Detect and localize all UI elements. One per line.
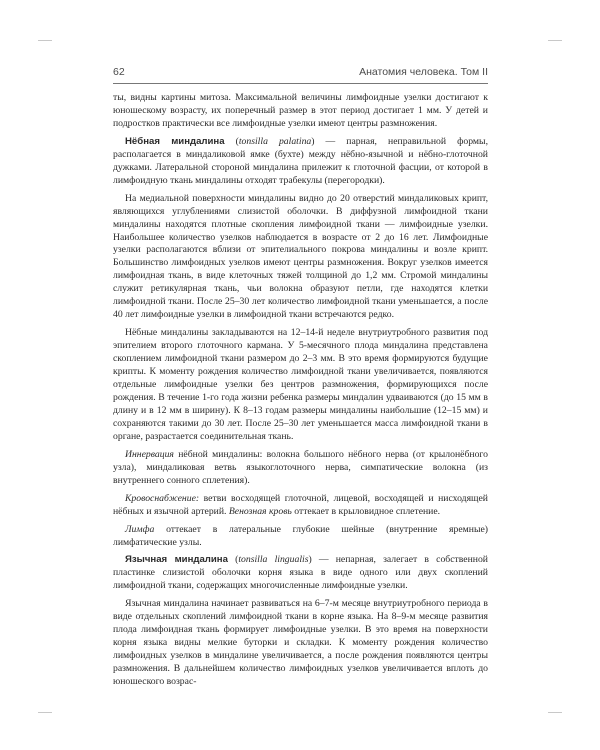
lead-term: Лимфа — [125, 523, 155, 535]
paragraph: На медиальной поверхности миндалины видно до 20 отверстий миндаликовых крипт, являющихся углублениями слизистой оболочки. В диффузной лимфоидной ткани миндалины находятся плотные скопления лимфоидной ткани — лимфоидные узелки. Наибольшее количество узелков наблюдается в возрасте от 2 до 16 лет. Лимфоидные узелки располагаются вблизи от эпителиального покрова миндалины и возле крипт. Большинство лимфоидных узелков имеют центры размножения. Вокруг узелков имеется лимфоидная ткань, в виде клеточных тяжей толщиной до 1,2 мм. Стромой миндалины служит ретикулярная ткань, чьи волокна образуют петли, где находятся клетки лимфоидной ткани. После 25–30 лет количество лимфоидной ткани уменьшается, а после 40 лет лимфоидные узелки в лимфоидной ткани встречаются редко. — [113, 192, 488, 321]
paragraph: Кровоснабжение: ветви восходящей глоточной, лицевой, восходящей и нисходящей нёбных и язычной артерий. Венозная кровь оттекает в крыловидное сплетение. — [113, 492, 488, 517]
paragraph: Язычная миндалина (tonsilla lingualis) — непарная, залегает в собственной пластинке слизистой оболочки корня языка в виде одного или двух скоплений лимфоидной ткани, содержащих многочисленные лимфоидные узелки. — [113, 554, 488, 592]
crop-mark — [38, 712, 52, 713]
paragraph: Нёбные миндалины закладываются на 12–14-й неделе внутриутробного развития под эпителием второго глоточного кармана. У 5-месячного плода миндалина представлена скоплением лимфоидной ткани размером до 2–3 мм. В это время формируются будущие крипты. К моменту рождения количество лимфоидной ткани увеличивается, появляются отдельные лимфоидные узелки без центров размножения, формирующихся после рождения. В течение 1-го года жизни ребенка размеры миндалин удваиваются (до 15 мм в длину и в 12 мм в ширину). К 8–13 годам размеры миндалины наибольшие (12–15 мм) и сохраняются такими до 30 лет. После 25–30 лет уменьшается масса лимфоидной ткани в органе, разрастается соединительная ткань. — [113, 327, 488, 442]
latin-term: tonsilla palatina — [238, 135, 312, 147]
latin-term: tonsilla lingualis — [238, 554, 309, 566]
body-text — [113, 92, 488, 694]
lead-term: Иннервация — [125, 448, 174, 460]
crop-mark — [548, 712, 562, 713]
paragraph: Нёбная миндалина (tonsilla palatina) — парная, неправильной формы, располагается в миндаликовой ямке (бухте) между нёбно-язычной и нёбно-глоточной дужками. Латеральной стороной миндалина прилежит к глоточной фасции, от которой в лимфоидную ткань миндалины отходят трабекулы (перегородки). — [113, 135, 488, 186]
lead-term: Кровоснабжение: — [125, 492, 200, 504]
paragraph: ты, видны картины митоза. Максимальной величины лимфоидные узелки достигают к юношескому возрасту, их поперечный размер в этот период достигает 1 мм. У детей и подростков практически все лимфоидные узелки имеют центры размножения. — [113, 92, 488, 129]
term-heading: Язычная миндалина — [125, 554, 228, 566]
paragraph: Иннервация нёбной миндалины: волокна большого нёбного нерва (от крылонёбного узла), миндаликовая ветвь языкоглоточного нерва, симпатические волокна (из внутреннего сонного сплетения). — [113, 448, 488, 486]
header-rule — [113, 83, 488, 84]
paragraph: Лимфа оттекает в латеральные глубокие шейные (внутренние яремные) лимфатические узлы. — [113, 523, 488, 548]
page-number: 62 — [113, 66, 125, 78]
lead-term: Венозная кровь — [228, 505, 292, 517]
running-title: Анатомия человека. Том II — [359, 66, 488, 78]
crop-mark — [548, 40, 562, 41]
paragraph: Язычная миндалина начинает развиваться на 6–7-м месяце внутриутробного периода в виде отдельных скоплений лимфоидной ткани в корне языка. На 8–9-м месяце развития плода лимфоидная ткань формирует лимфоидные узелки. В это время на поверхности корня языка видны мелкие буторки и складки. К моменту рождения количество лимфоидных узелков в миндалине увеличивается, а после рождения появляются центры размножения. В дальнейшем количество лимфоидных узелков увеличивается вплоть до юношеского возрас- — [113, 598, 488, 688]
crop-mark — [38, 40, 52, 41]
term-heading: Нёбная миндалина — [125, 135, 225, 147]
